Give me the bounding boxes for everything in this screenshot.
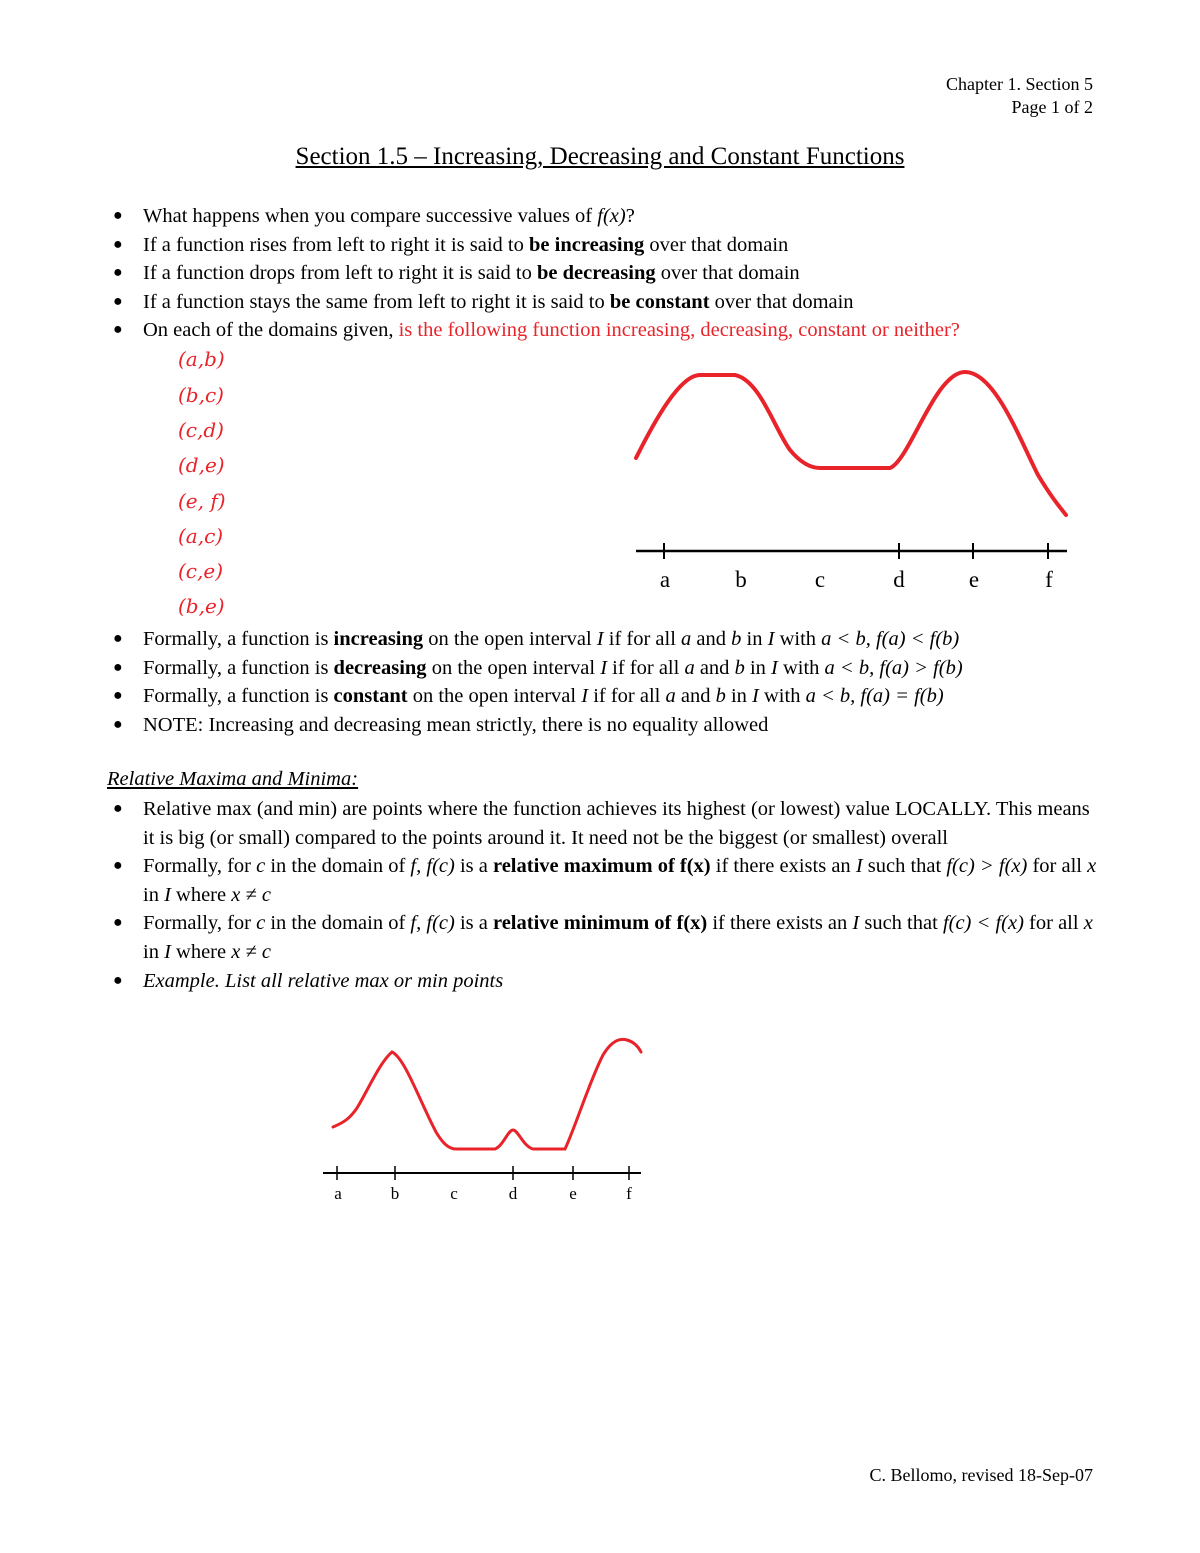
bullet-compare: ● What happens when you compare successive values of f(x)? — [113, 205, 635, 227]
bullet-relative-max: ● Formally, for c in the domain of f, f(c) is a relative maximum of f(x) if there exists an I such that f(c) > f(x) for all x in I where x ≠ c — [113, 855, 1097, 906]
graph2-label-c: c — [450, 1184, 458, 1203]
graph2-label-d: d — [508, 1184, 518, 1203]
bullet-constant: ● If a function stays the same from left to right it is said to be constant over that domain — [113, 290, 854, 313]
bullet-formal-constant: ● Formally, a function is constant on the open interval I if for all a and b in I with a < b, f(a) = f(b) — [113, 685, 944, 708]
interval-item: (d,e) — [178, 453, 225, 477]
graph2-label-f: f — [626, 1184, 632, 1203]
interval-item: (c,e) — [178, 559, 223, 583]
bullet-relative-min: ● Formally, for c in the domain of f, f(c) is a relative minimum of f(x) if there exists an I such that f(c) < f(x) for all x in I where x ≠ c — [113, 912, 1093, 963]
header-chapter: Chapter 1. Section 5 — [946, 74, 1093, 94]
formal-bullets — [113, 625, 1103, 739]
graph2-label-b: b — [390, 1184, 400, 1203]
graph1-label-d: d — [893, 567, 905, 592]
bullet-relative-def: ● Relative max (and min) are points where the function achieves its highest (or lowest) value LOCALLY. This means it is big (or small) compared to the points around it. It need not be the biggest (or smallest) overall — [113, 798, 1090, 849]
interval-item: (a,c) — [178, 524, 224, 548]
graph1-label-c: c — [814, 567, 826, 592]
interval-item: (c,d) — [178, 418, 224, 442]
graph1-label-f: f — [1045, 567, 1053, 592]
footer-credit: C. Bellomo, revised 18-Sep-07 — [869, 1465, 1093, 1485]
header-page: Page 1 of 2 — [1011, 97, 1093, 117]
graph1-label-e: e — [968, 567, 980, 592]
bullet-example: ● Example. List all relative max or min points — [113, 969, 504, 992]
graph1-label-b: b — [735, 567, 747, 592]
bullet-formal-decreasing: ● Formally, a function is decreasing on the open interval I if for all a and b in I with a < b, f(a) > f(b) — [113, 656, 963, 679]
page-title: Section 1.5 – Increasing, Decreasing and Constant Functions — [295, 143, 905, 170]
relative-heading: Relative Maxima and Minima: — [107, 768, 359, 790]
bullet-formal-increasing: ● Formally, a function is increasing on the open interval I if for all a and b in I with a < b, f(a) < f(b) — [113, 628, 960, 650]
graph1-curve — [636, 372, 1066, 515]
graph2-label-a: a — [334, 1184, 342, 1203]
bullet-note: ● NOTE: Increasing and decreasing mean strictly, there is no equality allowed — [113, 713, 769, 736]
relative-bullets — [113, 795, 1103, 995]
graph2-curve — [333, 1039, 641, 1149]
bullet-increasing: ● If a function rises from left to right it is said to be increasing over that domain — [113, 233, 789, 256]
interval-item: (b,c) — [178, 383, 224, 407]
interval-item: (a,b) — [178, 347, 225, 371]
interval-item: (e, f) — [178, 489, 226, 513]
graph2-label-e: e — [569, 1184, 577, 1203]
interval-item: (b,e) — [178, 594, 225, 618]
graph1-label-a: a — [659, 567, 671, 592]
bullet-decreasing: ● If a function drops from left to right it is said to be decreasing over that domain — [113, 262, 800, 285]
bullet-domains: ● On each of the domains given, is the following function increasing, decreasing, constant or neither? — [113, 319, 960, 342]
